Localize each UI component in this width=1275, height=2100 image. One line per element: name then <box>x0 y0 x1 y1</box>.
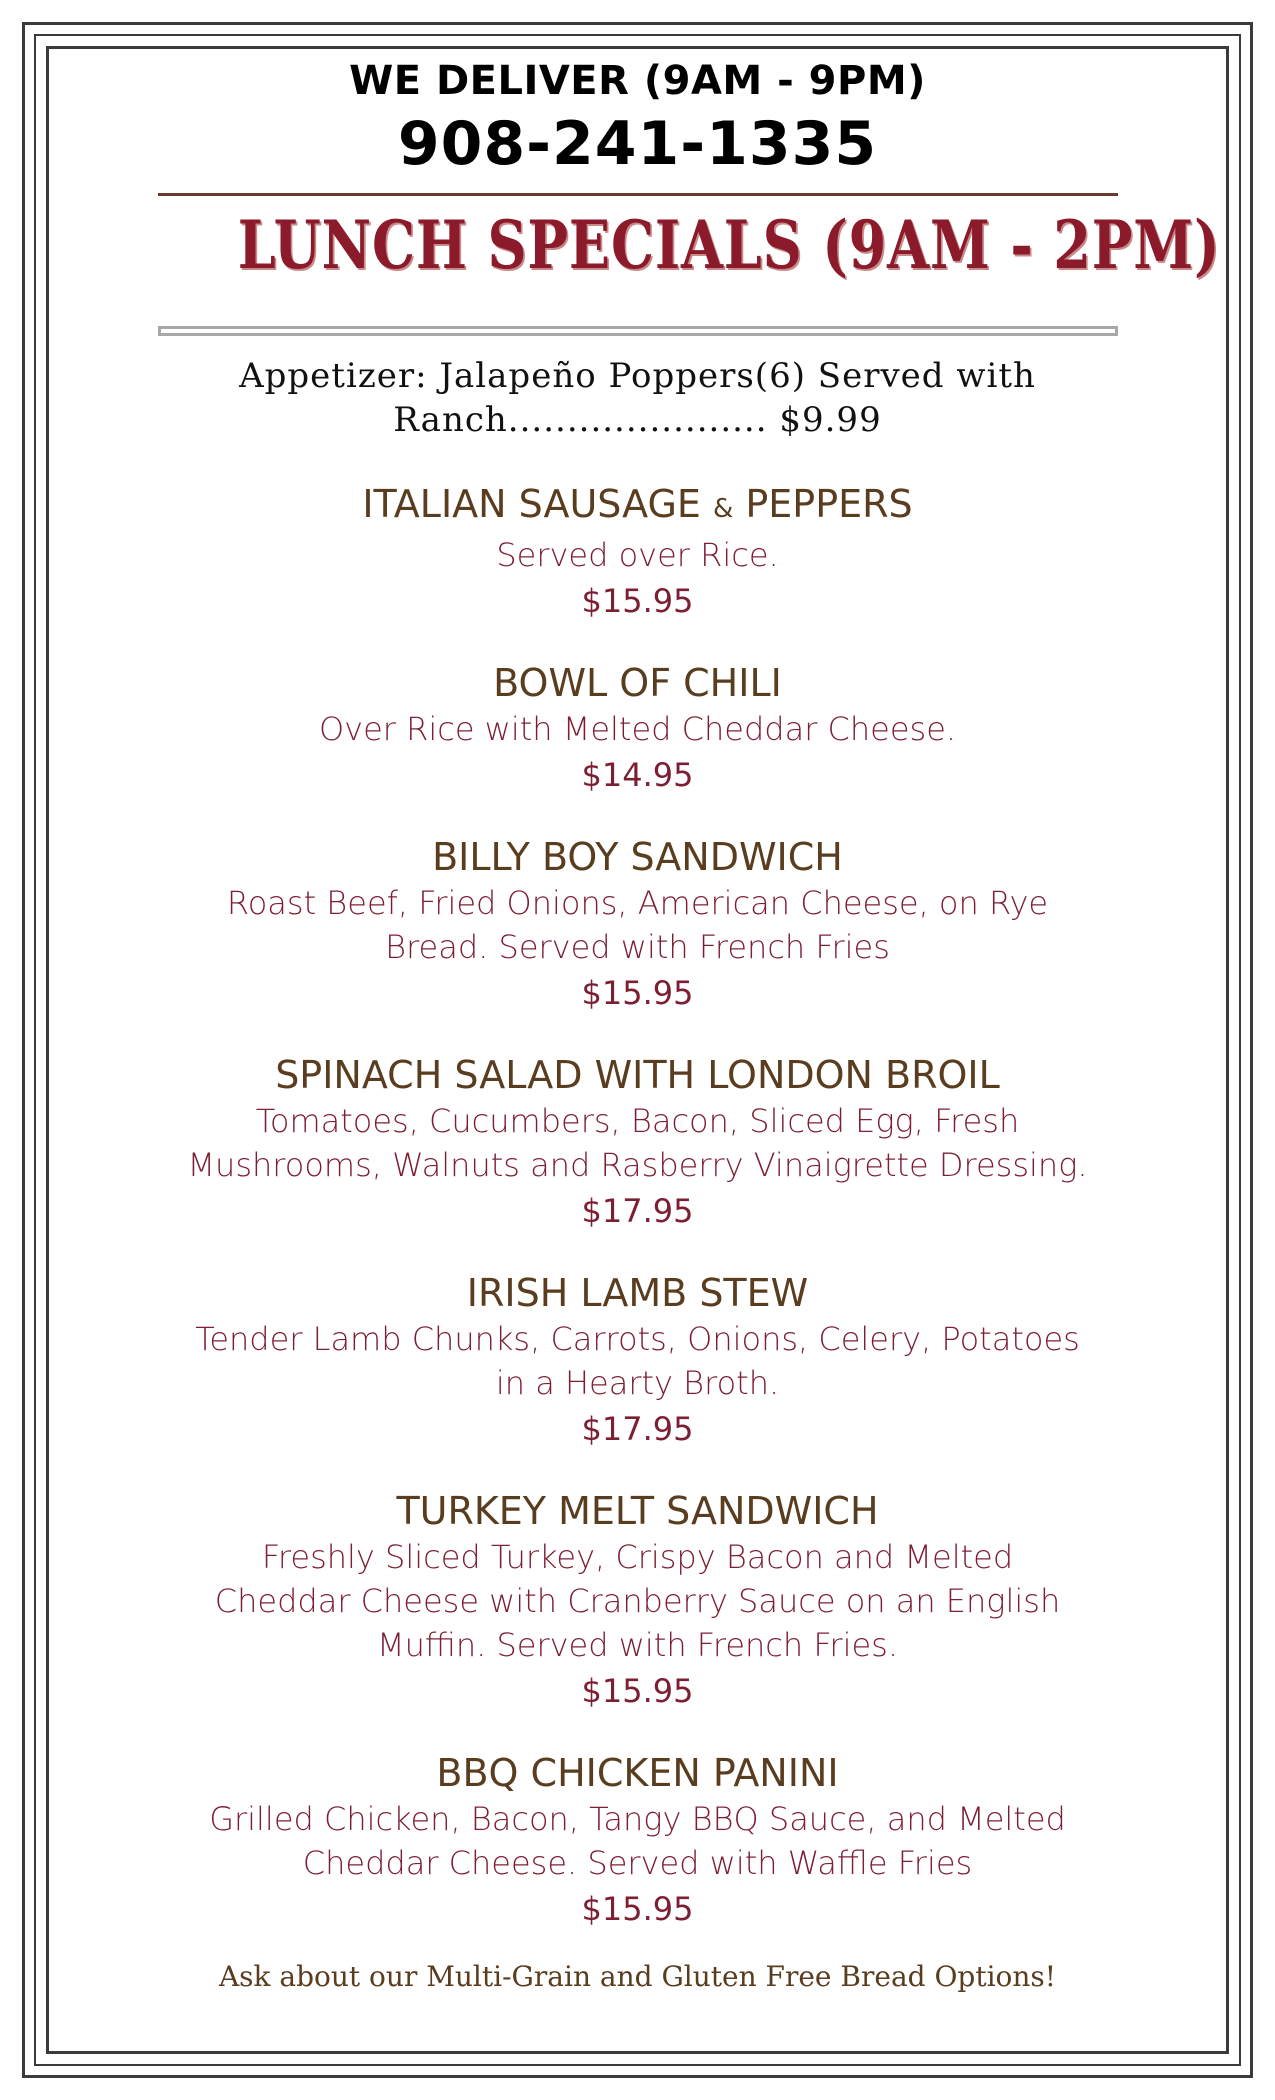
menu-item <box>150 480 1125 623</box>
page-title: LUNCH SPECIALS (9AM - 2PM) <box>237 206 1221 284</box>
item-name: SPINACH SALAD WITH LONDON BROIL <box>275 1053 1000 1097</box>
item-description: Grilled Chicken, Bacon, Tangy BBQ Sauce, and Melted <box>209 1800 1066 1838</box>
item-name: BOWL OF CHILI <box>493 661 782 705</box>
menu-item <box>150 833 1125 1015</box>
item-price: $17.95 <box>581 1410 694 1448</box>
item-price: $15.95 <box>581 974 694 1012</box>
item-price: $14.95 <box>581 756 694 794</box>
item-price: $17.95 <box>581 1192 694 1230</box>
menu-item <box>150 1749 1125 1931</box>
menu-item <box>150 659 1125 797</box>
item-price: $15.95 <box>581 1672 694 1710</box>
appetizer-line-2: Ranch...................... $9.99 <box>393 400 882 440</box>
item-price: $15.95 <box>581 582 694 620</box>
item-description: Mushrooms, Walnuts and Rasberry Vinaigrette Dressing. <box>187 1146 1088 1184</box>
menu-item <box>150 1269 1125 1451</box>
item-description: Tomatoes, Cucumbers, Bacon, Sliced Egg, Fresh <box>255 1102 1020 1140</box>
delivery-hours: WE DELIVER (9AM - 9PM) <box>349 58 926 104</box>
item-name: BBQ CHICKEN PANINI <box>436 1751 839 1795</box>
item-description: Muffin. Served with French Fries. <box>377 1626 898 1664</box>
item-description: in a Hearty Broth. <box>495 1364 780 1402</box>
item-description: Cheddar Cheese with Cranberry Sauce on an English <box>214 1582 1061 1620</box>
phone-number: 908-241-1335 <box>397 109 878 179</box>
item-name: IRISH LAMB STEW <box>466 1271 809 1315</box>
item-name: BILLY BOY SANDWICH <box>432 835 843 879</box>
item-description: Bread. Served with French Fries <box>385 928 890 966</box>
menu-item <box>150 1487 1125 1713</box>
item-name: TURKEY MELT SANDWICH <box>396 1489 879 1533</box>
section-divider <box>158 326 1118 336</box>
item-description: Over Rice with Melted Cheddar Cheese. <box>318 710 957 748</box>
item-description: Tender Lamb Chunks, Carrots, Onions, Celery, Potatoes <box>195 1320 1080 1358</box>
bread-options-note: Ask about our Multi-Grain and Gluten Free Bread Options! <box>218 1960 1057 1993</box>
item-description: Freshly Sliced Turkey, Crispy Bacon and Melted <box>261 1538 1014 1576</box>
header-divider <box>158 193 1118 196</box>
menu-content <box>150 55 1221 1997</box>
menu-item <box>150 1051 1125 1233</box>
item-name: ITALIAN SAUSAGE & PEPPERS <box>362 482 913 526</box>
appetizer-line-1: Appetizer: Jalapeño Poppers(6) Served with <box>239 356 1036 396</box>
item-price: $15.95 <box>581 1890 694 1928</box>
item-description: Cheddar Cheese. Served with Waffle Fries <box>302 1844 973 1882</box>
item-description: Roast Beef, Fried Onions, American Cheese, on Rye <box>226 884 1049 922</box>
appetizer-block <box>150 354 1125 442</box>
item-description: Served over Rice. <box>496 536 779 574</box>
